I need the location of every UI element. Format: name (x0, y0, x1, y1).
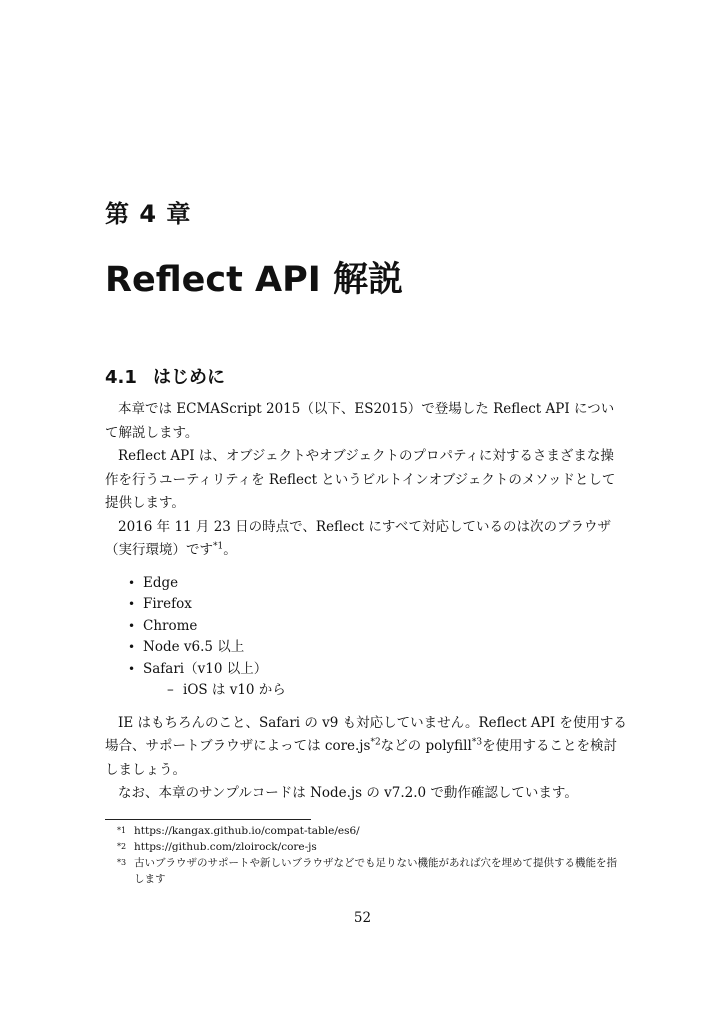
footnote-mark: *2 (117, 842, 127, 851)
bullet-icon: • (128, 661, 136, 676)
section-title: はじめに (153, 367, 225, 388)
paragraph-browser-support (105, 516, 627, 563)
section-number: 4.1 (105, 367, 137, 388)
footnote-1 (105, 823, 627, 839)
sublist-item (105, 680, 627, 702)
footnote-mark: *1 (117, 826, 127, 835)
list-item-label: Edge (143, 574, 179, 591)
paragraph-intro: 本章では ECMAScript 2015（以下、ES2015）で登場した Reflect API について解説します。 (105, 401, 615, 441)
bullet-icon: • (128, 575, 136, 590)
dash-icon: – (167, 682, 174, 698)
polyfill-text-c: を使用することを検討しましょう。 (105, 738, 618, 778)
polyfill-text-b: などの polyfill (380, 738, 472, 754)
footnote-2 (105, 839, 627, 855)
footnote-ref-1: *1 (213, 541, 224, 552)
browser-support-text: 2016 年 11 月 23 日の時点で、Reflect にすべて対応しているのは次のブラウザ（実行環境）です (105, 518, 612, 558)
list-item (105, 616, 627, 638)
page-number: 52 (353, 910, 372, 926)
polyfill-text-a: IE はもちろんのこと、Safari の v9 も対応していません。Reflect API を使用する場合、サポートブラウザによっては core.js (105, 714, 627, 754)
browser-sublist (105, 680, 627, 702)
list-item-label: Firefox (143, 596, 192, 612)
browser-support-end: 。 (223, 542, 237, 558)
paragraph-reflect-description: Reflect API は、オブジェクトやオブジェクトのプロパティに対するさまざまな操作を行うユーティリティを Reflect というビルトインオブジェクトのメソッドとして提供します。 (105, 448, 616, 511)
browser-list (105, 573, 627, 702)
paragraph-sample-code: なお、本章のサンプルコードは Node.js の v7.2.0 で動作確認しています。 (118, 785, 578, 801)
chapter-label: 第 4 章 (105, 200, 192, 228)
footnote-ref-2: *2 (370, 737, 381, 748)
chapter-title: Reflect API 解説 (105, 260, 403, 300)
footnote-3 (105, 855, 627, 887)
footnote-ref-3: *3 (471, 737, 483, 748)
body-text (105, 398, 627, 806)
list-item-label: Safari（v10 以上） (143, 660, 268, 677)
list-item (105, 637, 627, 659)
footnote-mark: *3 (117, 858, 127, 867)
list-item-label: Chrome (143, 617, 198, 634)
section-heading (105, 363, 225, 389)
bullet-icon: • (128, 618, 136, 633)
list-item (105, 594, 627, 616)
list-item (105, 573, 627, 595)
paragraph-polyfill (105, 712, 627, 783)
footnote-divider (105, 819, 311, 820)
list-item (105, 659, 627, 702)
footnote-text: https://github.com/zloirock/core-js (134, 841, 317, 853)
footnote-text: https://kangax.github.io/compat-table/es6/ (134, 825, 360, 837)
footnote-text: 古いブラウザのサポートや新しいブラウザなどでも足りない機能があれば穴を埋めて提供する機能を指します (134, 857, 617, 885)
list-item-label: Node v6.5 以上 (143, 639, 245, 655)
bullet-icon: • (128, 597, 136, 611)
bullet-icon: • (128, 640, 136, 654)
footnotes (105, 823, 627, 887)
sublist-item-label: iOS は v10 から (183, 682, 286, 698)
